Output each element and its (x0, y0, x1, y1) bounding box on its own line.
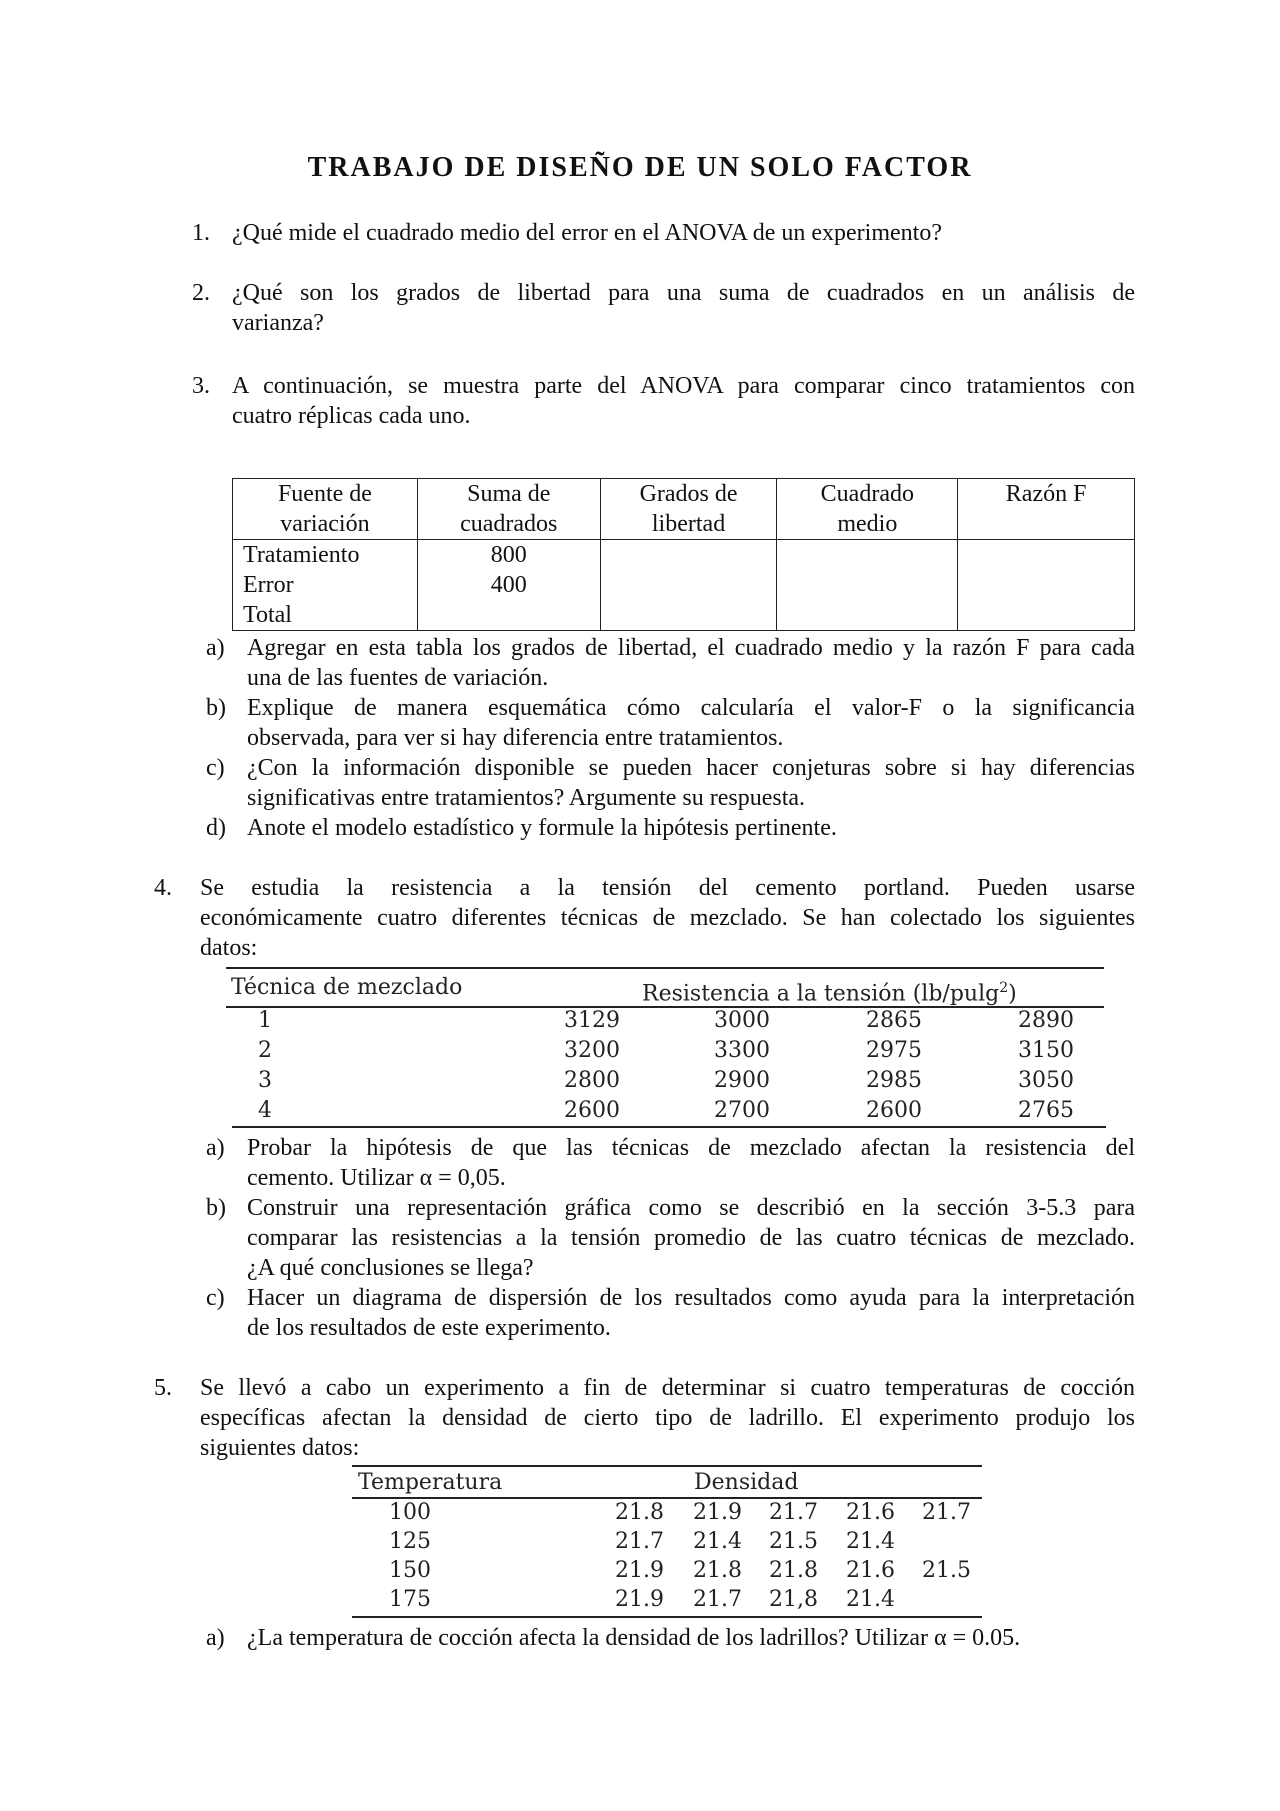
brick-row-3-value-5: 21.5 (922, 1558, 971, 1583)
q3-item-d-label: d) (206, 815, 226, 841)
cement-row-3-value-1: 2800 (564, 1068, 620, 1093)
question-2-line-1: ¿Qué son los grados de libertad para una suma de cuadrados en un análisis de (232, 280, 1135, 306)
question-4-line-1: Se estudia la resistencia a la tensión del cemento portland. Pueden usarse (200, 875, 1135, 901)
cement-row-1-value-3: 2865 (866, 1008, 922, 1033)
anova-header-f-ratio: Razón F (958, 479, 1135, 540)
cement-row-1-value-1: 3129 (564, 1008, 620, 1033)
question-5-number: 5. (154, 1375, 172, 1401)
brick-row-3-value-1: 21.9 (615, 1558, 664, 1583)
q3-item-b-line-1: Explique de manera esquemática cómo calcularía el valor-F o la significancia (247, 695, 1135, 721)
cement-row-3-value-2: 2900 (714, 1068, 770, 1093)
question-2-number: 2. (192, 280, 210, 306)
cement-table-header-rule (226, 1006, 1104, 1008)
question-5-line-3: siguientes datos: (200, 1435, 360, 1461)
question-3-line-2: cuatro réplicas cada uno. (232, 403, 471, 429)
cement-row-4-value-3: 2600 (866, 1098, 922, 1123)
anova-header-row (233, 479, 1135, 540)
brick-row-1-value-4: 21.6 (846, 1500, 895, 1525)
q4-item-c-line-2: de los resultados de este experimento. (247, 1315, 611, 1341)
question-4-number: 4. (154, 875, 172, 901)
page-title: TRABAJO DE DISEÑO DE UN SOLO FACTOR (307, 152, 973, 183)
brick-row-3-temperature: 150 (389, 1558, 431, 1583)
brick-row-2-temperature: 125 (389, 1529, 431, 1554)
question-3-line-1: A continuación, se muestra parte del ANOVA para comparar cinco tratamientos con (232, 373, 1135, 399)
anova-body-row (233, 540, 1135, 631)
q3-item-d-line-1: Anote el modelo estadístico y formule la hipótesis pertinente. (247, 815, 837, 841)
brick-row-2-value-1: 21.7 (615, 1529, 664, 1554)
brick-row-3-value-3: 21.8 (769, 1558, 818, 1583)
cement-row-2-value-2: 3300 (714, 1038, 770, 1063)
anova-df-cell (600, 540, 777, 631)
cement-header-technique: Técnica de mezclado (231, 975, 463, 1000)
q4-item-b-line-2: comparar las resistencias a la tensión promedio de las cuatro técnicas de mezclado. (247, 1225, 1135, 1251)
brick-row-3-value-2: 21.8 (693, 1558, 742, 1583)
cement-row-1-technique: 1 (258, 1008, 272, 1033)
q4-item-b-label: b) (206, 1195, 226, 1221)
q4-item-b-line-1: Construir una representación gráfica como se describió en la sección 3-5.3 para (247, 1195, 1135, 1221)
brick-row-1-value-3: 21.7 (769, 1500, 818, 1525)
cement-row-3-value-3: 2985 (866, 1068, 922, 1093)
brick-row-4-value-1: 21.9 (615, 1587, 664, 1612)
question-5-line-2: específicas afectan la densidad de cierto tipo de ladrillo. El experimento produjo los (200, 1405, 1135, 1431)
question-4-line-3: datos: (200, 935, 258, 961)
cement-row-4-value-1: 2600 (564, 1098, 620, 1123)
question-3-number: 3. (192, 373, 210, 399)
q4-item-a-line-1: Probar la hipótesis de que las técnicas de mezclado afectan la resistencia del (247, 1135, 1135, 1161)
cement-row-2-value-1: 3200 (564, 1038, 620, 1063)
brick-row-4-value-3: 21,8 (769, 1587, 818, 1612)
q4-item-b-line-3: ¿A qué conclusiones se llega? (247, 1255, 534, 1281)
q3-item-a-label: a) (206, 635, 225, 661)
cement-row-1-value-2: 3000 (714, 1008, 770, 1033)
anova-source-total: Total (243, 602, 292, 628)
anova-source-treatment: Tratamiento (243, 542, 360, 568)
cement-table-top-rule (226, 967, 1104, 969)
cement-row-1-value-4: 2890 (1018, 1008, 1074, 1033)
anova-ms-cell (777, 540, 958, 631)
cement-row-2-value-4: 3150 (1018, 1038, 1074, 1063)
q4-item-c-label: c) (206, 1285, 225, 1311)
brick-row-2-value-4: 21.4 (846, 1529, 895, 1554)
q3-item-b-line-2: observada, para ver si hay diferencia entre tratamientos. (247, 725, 784, 751)
q3-item-a-line-1: Agregar en esta tabla los grados de libertad, el cuadrado medio y la razón F para cada (247, 635, 1135, 661)
cement-row-3-value-4: 3050 (1018, 1068, 1074, 1093)
q3-item-b-label: b) (206, 695, 226, 721)
q4-item-a-line-2: cemento. Utilizar α = 0,05. (247, 1165, 506, 1191)
brick-table-header-rule (352, 1497, 982, 1499)
cement-table-bottom-rule (232, 1126, 1106, 1128)
anova-header-sum-squares: Suma de cuadrados (417, 479, 600, 540)
brick-row-4-temperature: 175 (389, 1587, 431, 1612)
anova-header-mean-square: Cuadrado medio (777, 479, 958, 540)
q4-item-a-label: a) (206, 1135, 225, 1161)
q3-item-c-line-1: ¿Con la información disponible se pueden hacer conjeturas sobre si hay diferencias (247, 755, 1135, 781)
brick-row-1-value-1: 21.8 (615, 1500, 664, 1525)
anova-sum-treatment: 800 (490, 542, 527, 568)
brick-header-density: Densidad (694, 1470, 799, 1495)
cement-row-2-value-3: 2975 (866, 1038, 922, 1063)
q3-item-c-label: c) (206, 755, 225, 781)
anova-source-error: Error (243, 572, 294, 598)
brick-header-temperature: Temperatura (358, 1470, 503, 1495)
cement-row-4-value-4: 2765 (1018, 1098, 1074, 1123)
brick-row-1-value-5: 21.7 (922, 1500, 971, 1525)
brick-row-4-value-2: 21.7 (693, 1587, 742, 1612)
cement-header-resistance: Resistencia a la tensión (lb/pulg$^2$) (642, 980, 1017, 1007)
question-4-line-2: económicamente cuatro diferentes técnicas de mezclado. Se han colectado los siguientes (200, 905, 1135, 931)
anova-sums-cell (417, 540, 600, 631)
brick-row-2-value-2: 21.4 (693, 1529, 742, 1554)
cement-row-3-technique: 3 (258, 1068, 272, 1093)
question-2-line-2: varianza? (232, 310, 324, 336)
brick-row-2-value-3: 21.5 (769, 1529, 818, 1554)
q3-item-a-line-2: una de las fuentes de variación. (247, 665, 549, 691)
cement-row-4-technique: 4 (258, 1098, 272, 1123)
cement-row-2-technique: 2 (258, 1038, 272, 1063)
question-1-number: 1. (192, 220, 210, 246)
brick-row-1-value-2: 21.9 (693, 1500, 742, 1525)
cement-row-4-value-2: 2700 (714, 1098, 770, 1123)
q3-item-c-line-2: significativas entre tratamientos? Argumente su respuesta. (247, 785, 806, 811)
anova-header-df: Grados de libertad (600, 479, 777, 540)
brick-table-bottom-rule (352, 1616, 982, 1618)
q4-item-c-line-1: Hacer un diagrama de dispersión de los resultados como ayuda para la interpretación (247, 1285, 1135, 1311)
anova-sum-error: 400 (490, 572, 527, 598)
q5-item-a-line-1: ¿La temperatura de cocción afecta la densidad de los ladrillos? Utilizar α = 0.05. (247, 1625, 1021, 1651)
anova-table (232, 478, 1135, 631)
question-1-text: ¿Qué mide el cuadrado medio del error en el ANOVA de un experimento? (232, 220, 942, 246)
question-5-line-1: Se llevó a cabo un experimento a fin de determinar si cuatro temperaturas de cocción (200, 1375, 1135, 1401)
anova-f-cell (958, 540, 1135, 631)
brick-row-1-temperature: 100 (389, 1500, 431, 1525)
brick-row-3-value-4: 21.6 (846, 1558, 895, 1583)
brick-table-top-rule (352, 1465, 982, 1467)
brick-row-4-value-4: 21.4 (846, 1587, 895, 1612)
anova-header-source: Fuente de variación (233, 479, 418, 540)
q5-item-a-label: a) (206, 1625, 225, 1651)
anova-sources-cell (233, 540, 418, 631)
